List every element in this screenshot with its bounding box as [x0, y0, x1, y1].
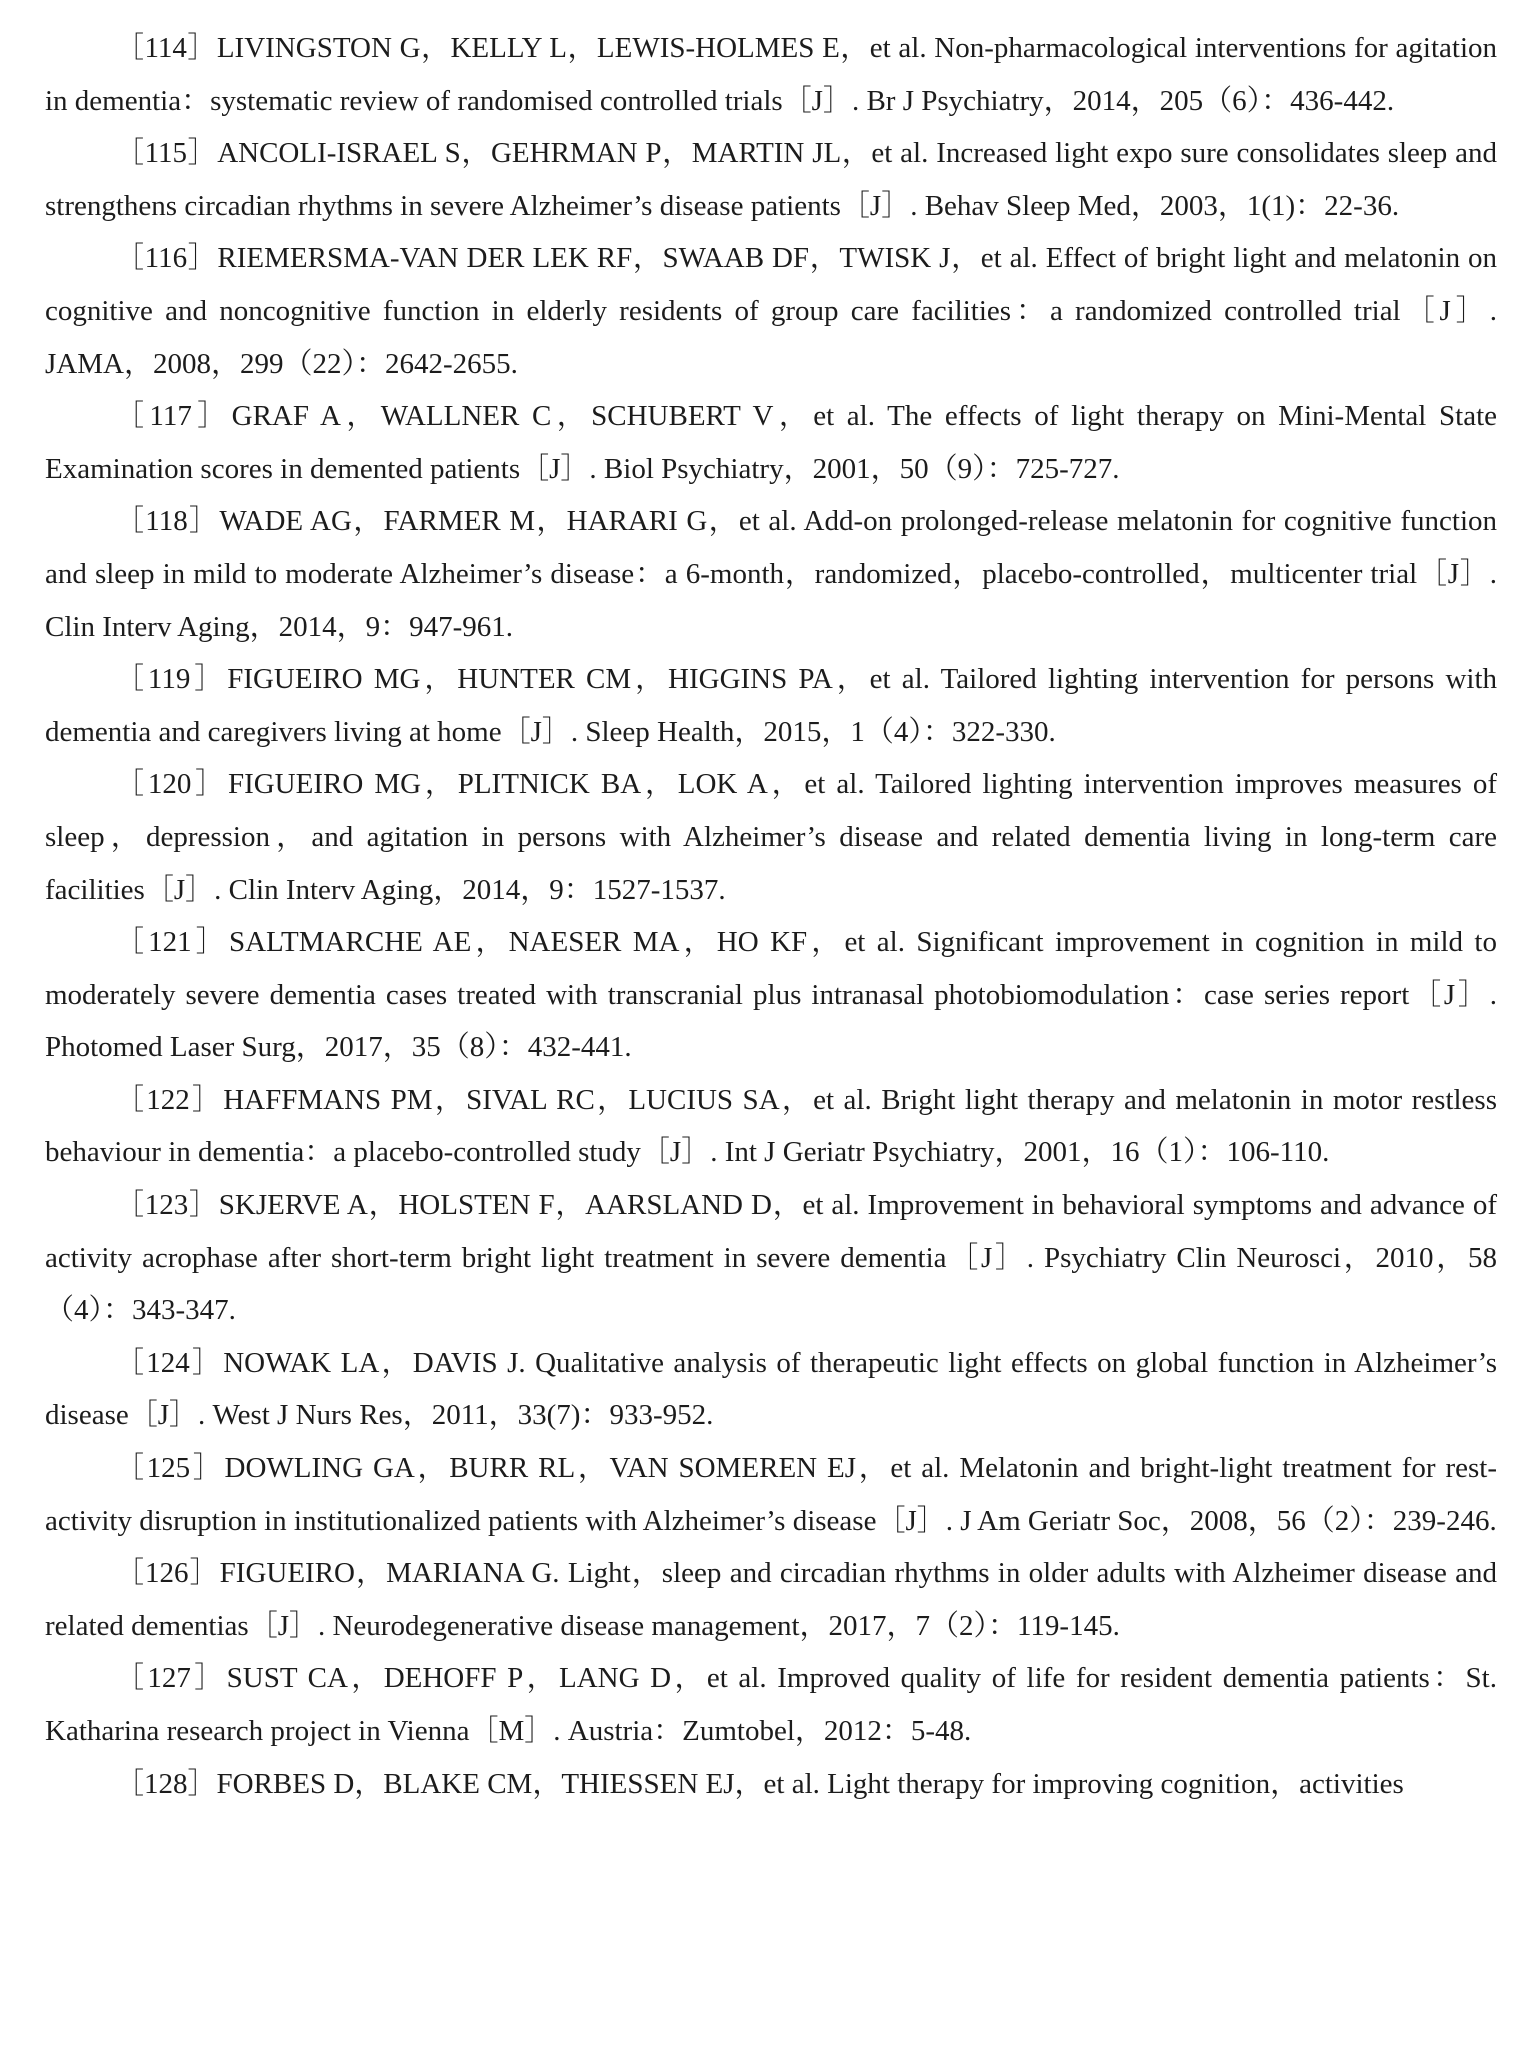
reference-item-118: ［118］WADE AG，FARMER M，HARARI G，et al. Add-on prolonged-release melatonin for cognitive function and sleep in mild to moderate Alzheimer’s disease：a 6-month，randomized，placebo-controlled，multicenter trial［J］. Clin Interv Aging，2014，9：947-961. [45, 505, 1497, 643]
reference-item-114: ［114］LIVINGSTON G，KELLY L，LEWIS-HOLMES E，et al. Non-pharmacological interventions for agitation in dementia：systematic review of randomised controlled trials［J］. Br J Psychiatry，2014，205（6）：436-442. [45, 32, 1497, 117]
reference-item-120: ［120］FIGUEIRO MG，PLITNICK BA，LOK A，et al. Tailored lighting intervention improves measures of sleep，depression，and agitation in persons with Alzheimer’s disease and related dementia living in long-term care facilities［J］. Clin Interv Aging，2014，9：1527-1537. [45, 768, 1497, 906]
reference-item-116: ［116］RIEMERSMA-VAN DER LEK RF，SWAAB DF，TWISK J，et al. Effect of bright light and melatonin on cognitive and noncognitive function in elderly residents of group care facilities：a randomized controlled trial［J］. JAMA，2008，299（22）：2642-2655. [45, 242, 1497, 380]
reference-item-119: ［119］FIGUEIRO MG，HUNTER CM，HIGGINS PA，et al. Tailored lighting intervention for persons with dementia and caregivers living at home［J］. Sleep Health，2015，1（4）：322-330. [45, 663, 1497, 748]
reference-item-128: ［128］FORBES D，BLAKE CM，THIESSEN EJ，et al. Light therapy for improving cognition，activities [115, 1767, 1404, 1800]
reference-item-117: ［117］GRAF A，WALLNER C，SCHUBERT V，et al. The effects of light therapy on Mini-Mental State Examination scores in demented patients［J］. Biol Psychiatry，2001，50（9）：725-727. [45, 400, 1497, 485]
reference-item-126: ［126］FIGUEIRO，MARIANA G. Light，sleep and circadian rhythms in older adults with Alzheimer disease and related dementias［J］. Neurodegenerative disease management，2017，7（2）：119-145. [45, 1557, 1497, 1642]
reference-item-125: ［125］DOWLING GA，BURR RL，VAN SOMEREN EJ，et al. Melatonin and bright-light treatment for rest-activity disruption in institutionalized patients with Alzheimer’s disease［J］. J Am Geriatr Soc，2008，56（2）：239-246. [45, 1452, 1497, 1537]
reference-item-122: ［122］HAFFMANS PM，SIVAL RC，LUCIUS SA，et al. Bright light therapy and melatonin in motor restless behaviour in dementia：a placebo-controlled study［J］. Int J Geriatr Psychiatry，2001，16（1）：106-110. [45, 1083, 1497, 1169]
reference-list [45, 22, 1497, 1810]
reference-item-123: ［123］SKJERVE A，HOLSTEN F，AARSLAND D，et al. Improvement in behavioral symptoms and advance of activity acrophase after short-term bright light treatment in severe dementia［J］. Psychiatry Clin Neurosci，2010，58（4）：343-347. [45, 1189, 1497, 1327]
reference-item-115: ［115］ANCOLI-ISRAEL S，GEHRMAN P，MARTIN JL，et al. Increased light expo sure consolidates sleep and strengthens circadian rhythms in severe Alzheimer’s disease patients［J］. Behav Sleep Med，2003，1(1)：22-36. [45, 137, 1497, 222]
reference-item-127: ［127］SUST CA，DEHOFF P，LANG D，et al. Improved quality of life for resident dementia patients：St. Katharina research project in Vienna［M］. Austria：Zumtobel，2012：5-48. [45, 1662, 1497, 1747]
reference-item-124: ［124］NOWAK LA，DAVIS J. Qualitative analysis of therapeutic light effects on global function in Alzheimer’s disease［J］. West J Nurs Res，2011，33(7)：933-952. [45, 1346, 1497, 1432]
reference-item-121: ［121］SALTMARCHE AE，NAESER MA，HO KF，et al. Significant improvement in cognition in mild to moderately severe dementia cases treated with transcranial plus intranasal photobiomodulation：case series report［J］. Photomed Laser Surg，2017，35（8）：432-441. [45, 926, 1497, 1064]
